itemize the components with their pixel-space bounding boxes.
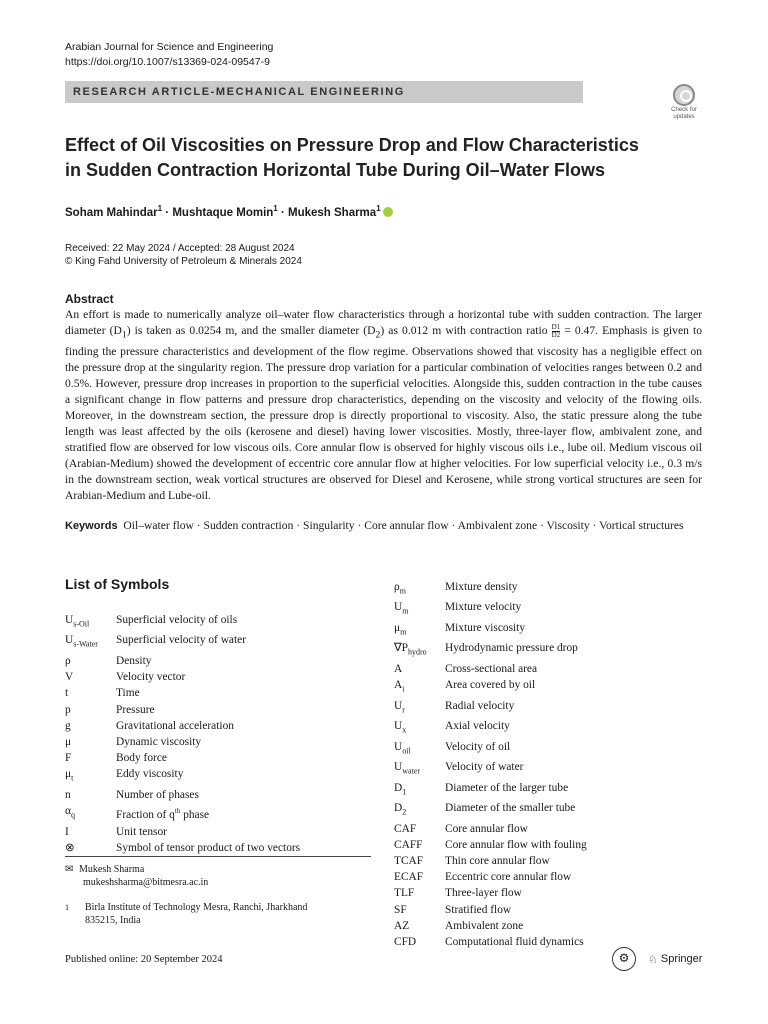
symbol-description: Axial velocity — [445, 720, 510, 733]
symbol-row — [65, 612, 365, 632]
symbol-row — [394, 918, 714, 934]
symbol-row — [394, 885, 714, 901]
article-dates — [65, 242, 302, 268]
symbol: $U_m$ — [394, 601, 409, 616]
symbol-row — [65, 718, 365, 734]
keywords — [65, 518, 702, 534]
symbol-description: Unit tensor — [116, 825, 167, 838]
symbol: $D_2$ — [394, 802, 407, 817]
article-type-banner: RESEARCH ARTICLE-MECHANICAL ENGINEERING — [65, 81, 583, 103]
symbol-row — [65, 824, 365, 840]
keywords-label: Keywords — [65, 520, 118, 532]
symbol-description: Time — [116, 687, 140, 700]
symbol-description: Eddy viscosity — [116, 768, 184, 781]
symbol: I — [65, 825, 69, 838]
symbols-list-right — [394, 579, 714, 950]
symbol: $\mu_t$ — [65, 768, 74, 783]
symbol-description: Hydrodynamic pressure drop — [445, 642, 578, 655]
symbol-row — [65, 632, 365, 652]
symbol: μ — [65, 735, 72, 748]
keywords-text: Oil–water flow · Sudden contraction · Singularity · Core annular flow · Ambivalent zone · Viscosity · Vortical structures — [123, 519, 684, 532]
symbol-row — [65, 702, 365, 718]
symbol-description: Cross-sectional area — [445, 662, 538, 675]
symbol-description: Dynamic viscosity — [116, 735, 202, 748]
corresponding-author-email[interactable]: mukeshsharma@bitmesra.ac.in — [83, 877, 209, 888]
publisher-name: Springer — [660, 953, 703, 965]
journal-seal-icon: ⚙ — [612, 947, 636, 971]
symbol: $U_{s-Oil}$ — [65, 614, 90, 629]
paper-title — [65, 133, 705, 183]
symbol-description: Number of phases — [116, 788, 199, 801]
symbol: $A_i$ — [394, 679, 405, 694]
symbol-row — [394, 599, 714, 619]
publisher-logo — [612, 946, 702, 972]
symbol: F — [65, 752, 72, 765]
symbol: CFD — [394, 935, 417, 948]
affiliation-footnote — [65, 901, 307, 927]
symbol-row — [394, 902, 714, 918]
symbol-row — [65, 734, 365, 750]
symbol-description: Symbol of tensor product of two vectors — [116, 841, 301, 854]
symbol-row — [65, 787, 365, 803]
symbol-row — [394, 800, 714, 820]
symbol: $\alpha_q$ — [65, 805, 75, 820]
symbol: ρ — [65, 654, 71, 667]
symbol-description: Three-layer flow — [445, 887, 522, 900]
symbol: $U_x$ — [394, 720, 407, 735]
symbol: CAFF — [394, 838, 423, 851]
symbol-row — [65, 669, 365, 685]
symbol: TLF — [394, 887, 415, 900]
check-for-updates-badge[interactable] — [666, 84, 702, 124]
symbol-description: Superficial velocity of water — [116, 634, 246, 647]
symbol-row — [394, 869, 714, 885]
symbol-description: Diameter of the smaller tube — [445, 802, 576, 815]
symbol-description: Area covered by oil — [445, 679, 536, 692]
corresponding-author-footnote — [65, 863, 208, 889]
symbol: $U_{oil}$ — [394, 740, 411, 755]
symbol: t — [65, 687, 69, 700]
affiliation-line-2: 835215, India — [85, 915, 141, 926]
symbol-row — [65, 803, 365, 823]
symbol: n — [65, 788, 71, 801]
symbol-description: Fraction of $q^{th}$ phase — [116, 807, 210, 821]
symbol-row — [394, 853, 714, 869]
symbol-description: Pressure — [116, 703, 155, 716]
symbol: g — [65, 719, 71, 732]
symbol: V — [65, 671, 74, 684]
copyright: © King Fahd University of Petroleum & Minerals 2024 — [65, 256, 302, 267]
symbol: $U_r$ — [394, 699, 405, 714]
symbol-row — [394, 837, 714, 853]
symbol-description: Eccentric core annular flow — [445, 871, 572, 884]
symbol-row — [394, 821, 714, 837]
footnote-divider — [65, 856, 371, 857]
symbol: AZ — [394, 919, 410, 932]
symbols-list-left — [65, 612, 365, 856]
symbol-row — [394, 698, 714, 718]
author-affiliation: 1 — [376, 204, 381, 213]
symbol-description: Mixture velocity — [445, 601, 522, 614]
title-line-1: Effect of Oil Viscosities on Pressure Drop and Flow Characteristics — [65, 135, 639, 155]
symbol-description: Velocity of water — [445, 761, 524, 774]
symbol-description: Thin core annular flow — [445, 854, 550, 867]
symbol-description: Body force — [116, 752, 167, 765]
symbol-row — [394, 780, 714, 800]
symbol-row — [394, 620, 714, 640]
symbol-row — [394, 677, 714, 697]
symbol-description: Core annular flow with fouling — [445, 838, 587, 851]
symbol-description: Ambivalent zone — [445, 919, 524, 932]
symbol-row — [394, 661, 714, 677]
author-list — [65, 204, 393, 219]
symbol-description: Stratified flow — [445, 903, 512, 916]
symbol-description: Superficial velocity of oils — [116, 614, 238, 626]
journal-name: Arabian Journal for Science and Engineering — [65, 41, 274, 53]
symbol-row — [394, 739, 714, 759]
symbol: $\mu_m$ — [394, 621, 407, 637]
symbol-description: Velocity vector — [116, 671, 186, 684]
symbol-row — [65, 766, 365, 786]
symbol: $U_{s-Water}$ — [65, 634, 98, 649]
symbol-description: Density — [116, 654, 152, 667]
check-updates-label: Check for updates — [671, 107, 697, 120]
symbol: $\rho_m$ — [394, 581, 406, 596]
abstract-text: An effort is made to numerically analyze oil–water flow characteristics through a horizontal tube with sudden contraction. The larger diameter $(D_1)$ is taken as 0.0254 m, and the smaller diameter $(D_2)$ as 0.012 m with contraction ratio $\frac{D1}{D2}$ = 0.47. Emphasis is given to finding the pressure characteristics and development of the flow regime. Observations showed that viscosity has a negligible effect on the pressure drop at the singularity region. The pressure drop variation for a particular combination of velocities ranges between 0.2 and 0.5%. However, pressure drop increases in proportion to the superficial velocities. Alongside this, sudden contraction in the tube causes a significant change in flow patterns and pressure drop characteristics, depending on the viscosity and velocity of the flowing oils. Moreover, in the downstream section, the pressure drop is directly proportional to viscosity. Also, the static pressure along the tube length was least affected by the oils (kerosene and diesel) having lower viscosities. Mostly, three-layer flow, ambivalent zone, and stratified flow are observed for low viscous oils. Core annular flow is observed for highly viscous oils i.e., lube oil. Medium viscous oil (Arabian-Medium) showed the development of eccentric core annular flow at higher velocities. For low superficial velocity i.e., 0.3 m/s in the downstream section, weak vortical structures are observed for Diesel and Kerosene, while strong vortical structures are seen for Arabian-Medium and Lube-oil. — [65, 308, 702, 503]
symbol: $U_{water}$ — [394, 761, 420, 776]
symbol-row — [394, 579, 714, 599]
symbol-description: Mixture density — [445, 581, 518, 593]
abstract-heading: Abstract — [65, 292, 114, 306]
symbol-row — [65, 840, 365, 856]
orcid-icon[interactable] — [383, 207, 393, 217]
springer-horse-icon: ♘ — [648, 953, 658, 966]
affiliation-number: 1 — [65, 903, 69, 912]
author-name[interactable]: Mushtaque Momin — [172, 206, 274, 219]
symbol: p — [65, 703, 71, 716]
author-affiliation: 1 — [273, 204, 278, 213]
title-line-2: in Sudden Contraction Horizontal Tube During Oil–Water Flows — [65, 160, 605, 180]
symbols-heading: List of Symbols — [65, 576, 170, 592]
symbol: $\nabla P_{hydro}$ — [394, 642, 427, 657]
symbol: ⊗ — [65, 841, 75, 854]
symbol: SF — [394, 903, 407, 916]
affiliation-line-1: Birla Institute of Technology Mesra, Ranchi, Jharkhand — [85, 902, 308, 913]
symbol-description: Computational fluid dynamics — [445, 935, 584, 948]
author-separator: · — [162, 206, 173, 219]
symbol-description: Gravitational acceleration — [116, 719, 234, 732]
symbol-description: Core annular flow — [445, 822, 528, 835]
symbol-row — [65, 750, 365, 766]
symbol: ECAF — [394, 871, 424, 884]
symbol: $D_1$ — [394, 781, 407, 796]
corresponding-author-name: Mukesh Sharma — [79, 864, 145, 875]
symbol: CAF — [394, 822, 417, 835]
published-online: Published online: 20 September 2024 — [65, 954, 223, 965]
author-separator: · — [277, 206, 288, 219]
symbol-description: Mixture viscosity — [445, 621, 526, 634]
symbol: TCAF — [394, 854, 424, 867]
contraction-ratio-fraction: $\frac{D1}{D2}$ — [551, 322, 561, 339]
symbol: A — [394, 662, 403, 675]
symbol-row — [394, 718, 714, 738]
author-name[interactable]: Soham Mahindar — [65, 206, 158, 219]
author-affiliation: 1 — [157, 204, 163, 213]
symbol-row — [394, 640, 714, 660]
symbol-description: Radial velocity — [445, 699, 515, 712]
received-accepted: Received: 22 May 2024 / Accepted: 28 August 2024 — [65, 243, 295, 254]
check-updates-icon — [673, 84, 695, 106]
envelope-icon: ✉ — [65, 864, 74, 875]
author-name[interactable]: Mukesh Sharma — [287, 206, 377, 219]
symbol-row — [65, 653, 365, 669]
symbol-row — [65, 685, 365, 701]
journal-header — [65, 40, 273, 70]
doi-link[interactable]: https://doi.org/10.1007/s13369-024-09547-9 — [65, 56, 270, 68]
symbol-description: Diameter of the larger tube — [445, 781, 569, 794]
symbol-row — [394, 759, 714, 779]
symbol-description: Velocity of oil — [445, 740, 511, 753]
